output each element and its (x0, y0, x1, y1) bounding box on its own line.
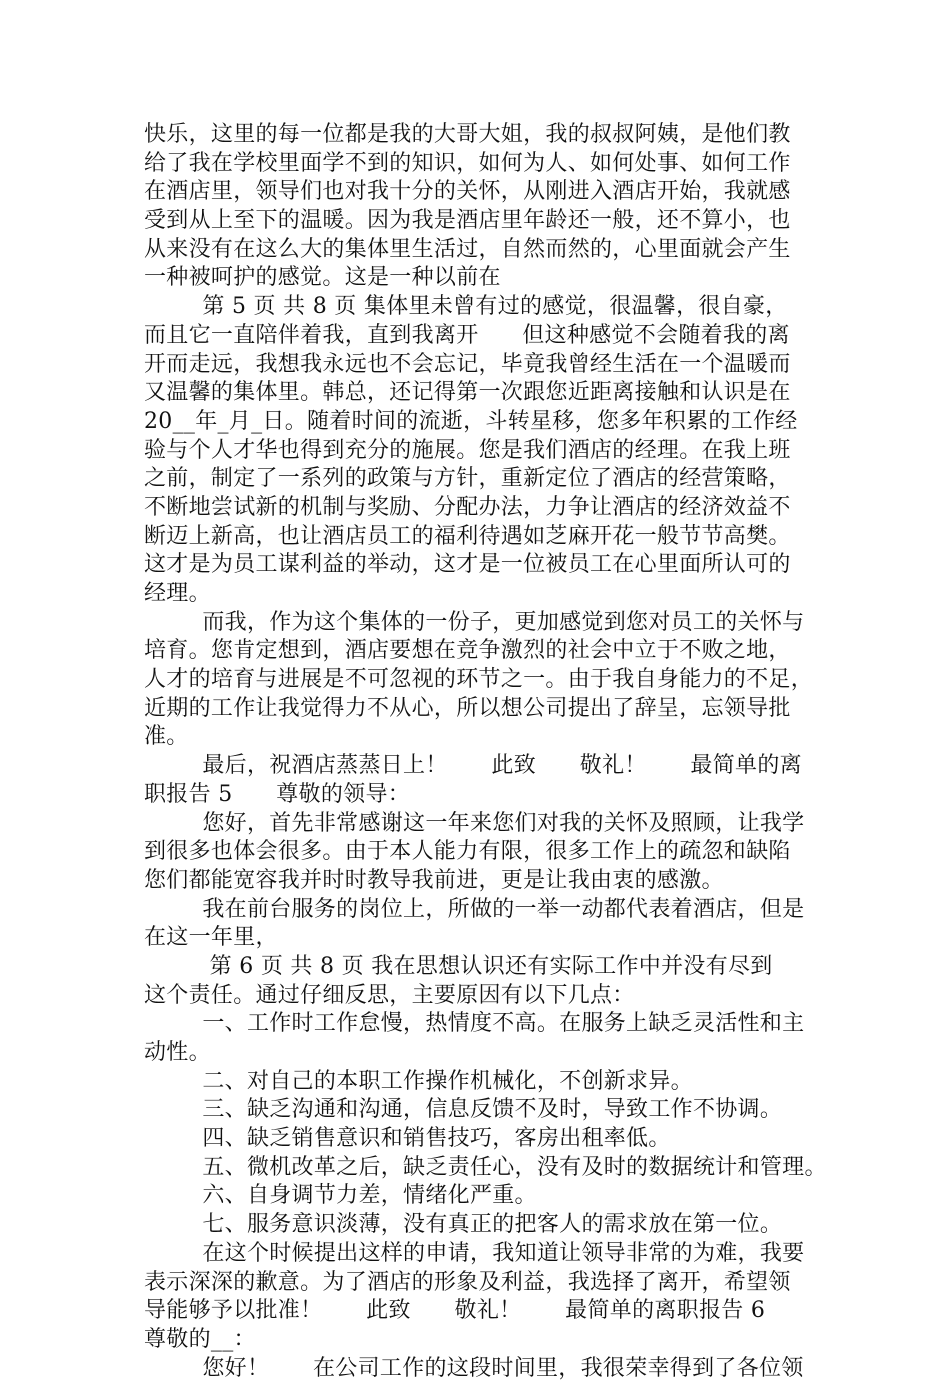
text-line: 20__年_月_日。随着时间的流逝，斗转星移，您多年积累的工作经 (144, 408, 798, 434)
document-body (144, 121, 834, 1383)
text-line: 导能够予以批准！ 此致 敬礼！ 最简单的离职报告 6 (144, 1298, 766, 1324)
text-line: 动性。 (144, 1040, 211, 1065)
text-line: 给了我在学校里面学不到的知识，如何为人、如何处事、如何工作 (144, 150, 791, 176)
text-line: 不断地尝试新的机制与奖励、分配办法，力争让酒店的经济效益不 (144, 494, 791, 520)
text-line: 二、对自己的本职工作操作机械化，不创新求异。 (144, 1068, 693, 1094)
text-line: 开而走远，我想我永远也不会忘记，毕竟我曾经生活在一个温暖而 (144, 351, 791, 377)
text-line: 在这一年里， (144, 925, 278, 951)
text-line: 而且它一直陪伴着我，直到我离开 但这种感觉不会随着我的离 (144, 322, 790, 348)
text-line: 一种被呵护的感觉。这是一种以前在 (144, 265, 501, 291)
text-line: 六、自身调节力差，情绪化严重。 (144, 1183, 537, 1209)
text-line: 培育。您肯定想到，酒店要想在竞争激烈的社会中立于不败之地， (144, 638, 791, 664)
text-line: 第 5 页 共 8 页 集体里未曾有过的感觉，很温馨，很自豪， (144, 294, 788, 320)
text-line: 验与个人才华也得到充分的施展。您是我们酒店的经理。在我上班 (144, 437, 791, 463)
text-line: 最后，祝酒店蒸蒸日上！ 此致 敬礼！ 最简单的离 (144, 753, 802, 779)
text-line: 四、缺乏销售意识和销售技巧，客房出租率低。 (144, 1126, 671, 1152)
text-line: 第 6 页 共 8 页 我在思想认识还有实际工作中并没有尽到 (144, 953, 773, 979)
text-line: 三、缺乏沟通和沟通，信息反馈不及时，导致工作不协调。 (144, 1097, 783, 1123)
text-line: 准。 (144, 724, 189, 750)
text-line: 人才的培育与进展是不可忽视的环节之一。由于我自身能力的不足， (144, 667, 814, 693)
text-line: 一、工作时工作怠慢，热情度不高。在服务上缺乏灵活性和主 (144, 1011, 805, 1037)
text-line: 您好！ 在公司工作的这段时间里，我很荣幸得到了各位领 (144, 1355, 804, 1381)
text-line: 职报告 5 尊敬的领导： (144, 781, 411, 807)
text-line: 这个责任。通过仔细反思，主要原因有以下几点： (144, 982, 635, 1008)
text-line: 表示深深的歉意。为了酒店的形象及利益，我选择了离开，希望领 (144, 1269, 791, 1295)
text-line: 到很多也体会很多。由于本人能力有限，很多工作上的疏忽和缺陷 (144, 839, 791, 865)
text-line: 近期的工作让我觉得力不从心，所以想公司提出了辞呈，忘领导批 (144, 695, 791, 721)
text-line: 而我，作为这个集体的一份子，更加感觉到您对员工的关怀与 (144, 609, 805, 635)
text-line: 我在前台服务的岗位上，所做的一举一动都代表着酒店，但是 (144, 896, 805, 922)
text-line: 您们都能宽容我并时时教导我前进，更是让我由衷的感激。 (144, 867, 724, 893)
text-line: 您好，首先非常感谢这一年来您们对我的关怀及照顾，让我学 (144, 810, 805, 836)
text-line: 七、服务意识淡薄，没有真正的把客人的需求放在第一位。 (144, 1212, 783, 1238)
text-line: 快乐，这里的每一位都是我的大哥大姐，我的叔叔阿姨，是他们教 (144, 122, 791, 147)
text-line: 从来没有在这么大的集体里生活过，自然而然的，心里面就会产生 (144, 236, 791, 262)
text-line: 在这个时候提出这样的申请，我知道让领导非常的为难，我要 (144, 1240, 805, 1266)
text-line: 经理。 (144, 581, 211, 606)
text-line: 在酒店里，领导们也对我十分的关怀，从刚进入酒店开始，我就感 (144, 179, 791, 205)
text-line: 断迈上新高，也让酒店员工的福利待遇如芝麻开花一般节节高樊。 (144, 523, 791, 549)
text-line: 之前，制定了一系列的政策与方针，重新定位了酒店的经营策略， (144, 466, 791, 492)
text-line: 尊敬的__： (144, 1326, 256, 1352)
text-line: 又温馨的集体里。韩总，还记得第一次跟您近距离接触和认识是在 (144, 380, 791, 406)
text-line: 五、微机改革之后，缺乏责任心，没有及时的数据统计和管理。 (144, 1154, 827, 1180)
text-line: 受到从上至下的温暖。因为我是酒店里年龄还一般，还不算小，也 (144, 208, 791, 234)
text-line: 这才是为员工谋利益的举动，这才是一位被员工在心里面所认可的 (144, 552, 791, 578)
